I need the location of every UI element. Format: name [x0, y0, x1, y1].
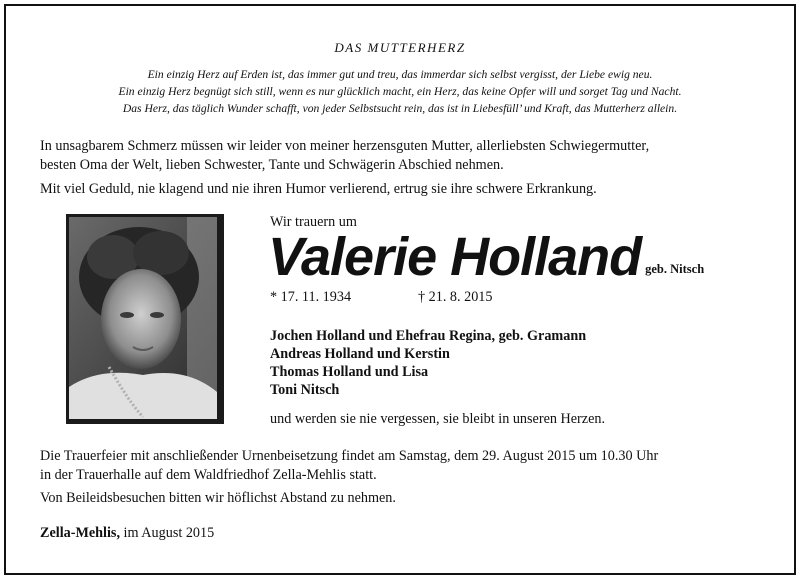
signature-place: Zella-Mehlis, — [40, 525, 120, 541]
birth-name: geb. Nitsch — [645, 262, 705, 276]
poem-line: Das Herz, das täglich Wunder schafft, von jeder Selbstsucht rein, das ist in Liebesfüll’ und Kraft, das Mutterherz allein. — [122, 102, 678, 115]
death-date: † 21. 8. 2015 — [418, 289, 493, 305]
mourner: Jochen Holland und Ehefrau Regina, geb. Gramann — [270, 328, 587, 344]
mourners-list — [270, 327, 586, 399]
announcement-text: besten Oma der Welt, lieben Schwester, Tante und Schwägerin Abschied nehmen. — [40, 157, 504, 173]
signature-date: im August 2015 — [120, 525, 215, 541]
announcement-text: In unsagbarem Schmerz müssen wir leider von meiner herzensguten Mutter, allerliebsten Schwiegermutter, — [40, 138, 650, 154]
ceremony-text: in der Trauerhalle auf dem Waldfriedhof Zella-Mehlis statt. — [40, 467, 377, 483]
poem-title: DAS MUTTERHERZ — [334, 40, 466, 55]
portrait-image — [69, 217, 217, 419]
mourner: Thomas Holland und Lisa — [270, 364, 429, 380]
mourner: Andreas Holland und Kerstin — [270, 346, 450, 362]
announcement-text: Mit viel Geduld, nie klagend und nie ihren Humor verlierend, ertrug sie ihre schwere Erkrankung. — [40, 181, 597, 197]
deceased-name-line — [268, 226, 704, 288]
portrait-photo — [69, 217, 217, 419]
poem-line: Ein einzig Herz begnügt sich still, wenn es nur glücklich macht, ein Herz, das keine Opfer will und sorget Tag und Nacht. — [118, 85, 682, 98]
ceremony-text: Die Trauerfeier mit anschließender Urnenbeisetzung findet am Samstag, dem 29. August 2015 um 10.30 Uhr — [40, 448, 659, 464]
birth-date: * 17. 11. 1934 — [270, 289, 352, 305]
poem-line: Ein einzig Herz auf Erden ist, das immer gut und treu, das immerdar sich selbst vergisst, der Liebe ewig neu. — [147, 68, 653, 81]
closing-text: und werden sie nie vergessen, sie bleibt in unseren Herzen. — [270, 411, 606, 427]
condolence-text: Von Beileidsbesuchen bitten wir höflichst Abstand zu nehmen. — [40, 490, 396, 506]
intro-text: Wir trauern um — [270, 214, 357, 230]
signature — [40, 525, 214, 542]
portrait-frame — [66, 214, 224, 424]
life-dates — [270, 289, 493, 306]
deceased-name: Valerie Holland — [268, 227, 642, 287]
mourner: Toni Nitsch — [270, 382, 340, 398]
poem — [0, 66, 800, 117]
